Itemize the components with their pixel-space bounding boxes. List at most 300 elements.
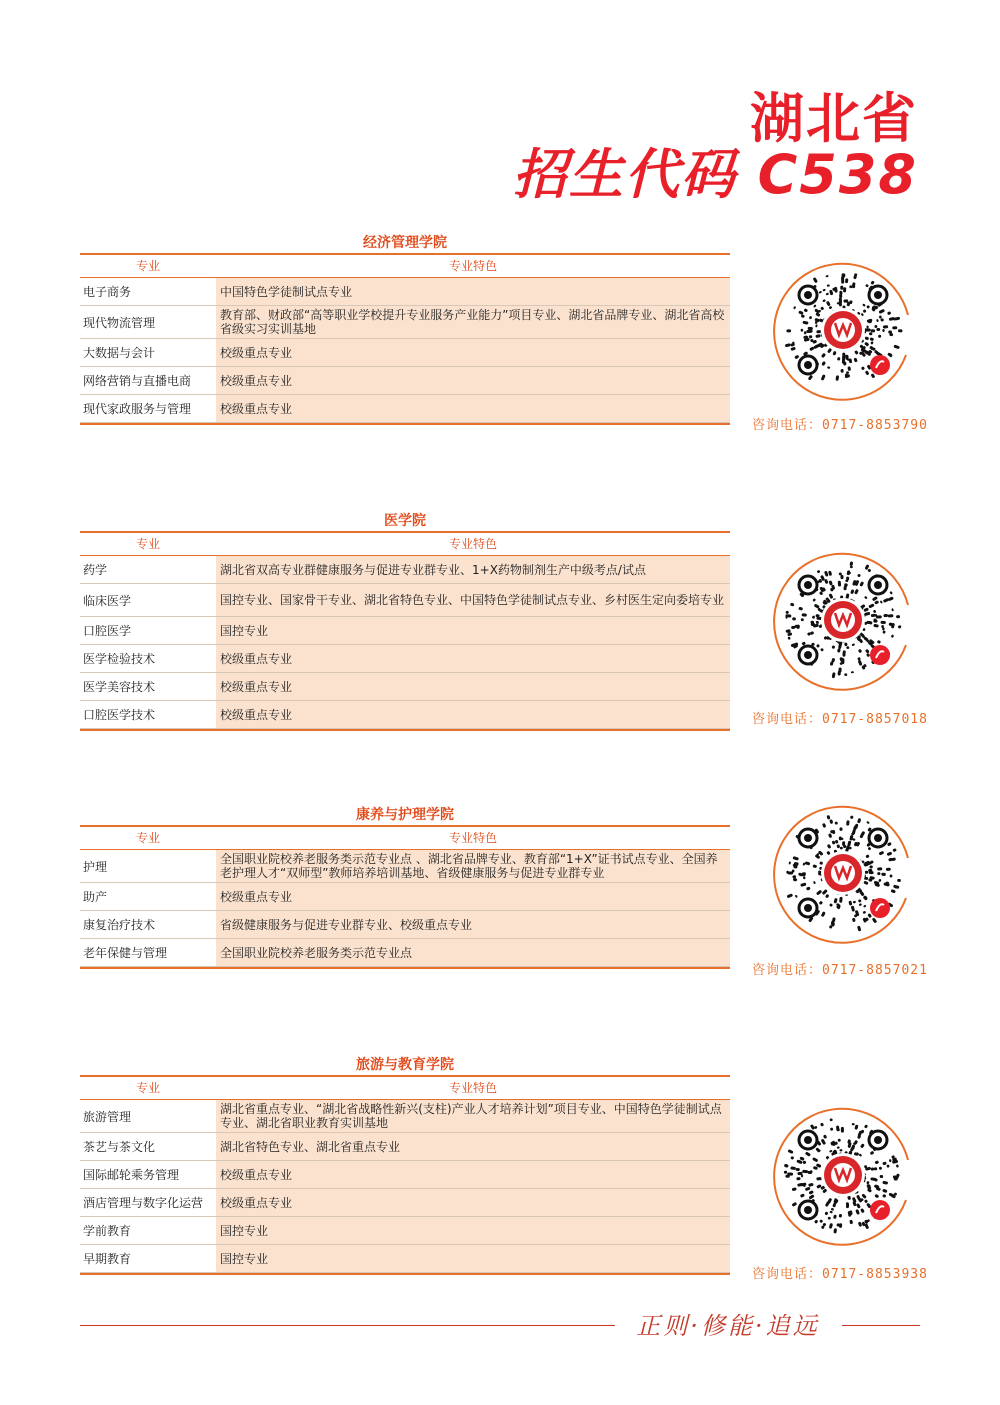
qr-finder-dot (804, 1136, 812, 1144)
feature-cell: 国控专业 (216, 1245, 730, 1272)
table-header (80, 255, 730, 278)
qr-module (829, 306, 833, 310)
qr-module (826, 301, 831, 307)
header-feature: 专业特色 (448, 1081, 497, 1095)
qr-module (816, 890, 822, 896)
qr-module (845, 278, 848, 283)
section-title: 经济管理学院 (363, 235, 447, 251)
table-row (80, 367, 730, 395)
qr-module (870, 373, 875, 378)
qr-module (784, 1171, 787, 1174)
table-row (80, 645, 730, 673)
qr-module (786, 329, 791, 332)
qr-module (870, 341, 874, 345)
qr-module (832, 351, 836, 356)
qr-module (876, 328, 880, 331)
qr-module (787, 1172, 793, 1175)
qr-module (897, 879, 901, 882)
qr-module (867, 913, 872, 918)
qr-module (861, 366, 865, 370)
qr-module (883, 614, 888, 617)
qr-module (795, 895, 798, 899)
mini-program-icon (870, 355, 890, 375)
qr-module (847, 366, 851, 371)
major-cell: 现代家政服务与管理 (80, 395, 216, 422)
qr-module (882, 1161, 887, 1165)
qr-module (882, 1194, 886, 1198)
qr-module (850, 566, 853, 569)
qr-module (837, 357, 840, 361)
footer-divider-right (842, 1325, 920, 1326)
qr-module (812, 598, 816, 602)
qr-module (791, 1202, 797, 1207)
table-header (80, 1077, 730, 1100)
qr-module (862, 309, 866, 313)
qr-module (839, 827, 842, 831)
qr-module (865, 649, 870, 654)
header-feature: 专业特色 (448, 537, 497, 551)
qr-module (837, 844, 841, 848)
qr-module (875, 1160, 880, 1164)
qr-module (863, 904, 867, 907)
table-row (80, 1217, 730, 1245)
major-cell: 茶艺与茶文化 (80, 1133, 216, 1160)
section-medical (80, 511, 730, 731)
qr-finder-dot (874, 581, 882, 589)
qr-module (823, 1134, 827, 1139)
qr-module (861, 1193, 867, 1199)
qr-module (867, 568, 871, 572)
qr-module (833, 1228, 837, 1233)
qr-module (827, 284, 831, 287)
qr-module (785, 343, 791, 347)
qr-module (869, 337, 874, 341)
feature-cell: 校级重点专业 (216, 701, 730, 728)
major-cell: 口腔医学 (80, 617, 216, 644)
qr-module (857, 926, 861, 932)
qr-module (805, 1151, 811, 1156)
qr-module (840, 286, 843, 290)
qr-module (789, 861, 792, 864)
qr-module (846, 646, 849, 649)
qr-module (860, 1143, 865, 1148)
qr-module (896, 615, 900, 618)
qr-module (790, 603, 795, 607)
qr-module (803, 308, 808, 312)
qr-module (792, 617, 796, 620)
qr-module (881, 873, 886, 876)
qr-module (887, 311, 891, 315)
qr-module (790, 1166, 796, 1170)
qr-module (854, 589, 859, 595)
qr-module (835, 821, 838, 824)
major-cell: 旅游管理 (80, 1100, 216, 1132)
qr-module (798, 310, 804, 315)
section-title: 康养与护理学院 (356, 807, 454, 823)
qr-module (843, 287, 846, 292)
qr-module (854, 350, 859, 355)
qr-module (822, 299, 826, 303)
section-title: 旅游与教育学院 (356, 1057, 454, 1073)
enrollment-code-title: 招生代码 C538 (512, 143, 918, 206)
qr-module (820, 648, 824, 652)
qr-module (840, 575, 843, 579)
qr-module (880, 621, 885, 624)
major-cell: 网络营销与直播电商 (80, 367, 216, 394)
qr-module (800, 1193, 805, 1198)
qr-module (891, 608, 894, 611)
qr-module (805, 1187, 811, 1192)
table-row (80, 584, 730, 617)
qr-module (858, 660, 863, 666)
qr-module (866, 653, 870, 658)
qr-module (866, 821, 870, 824)
feature-cell: 全国职业院校养老服务类示范专业点 (216, 939, 730, 966)
qr-module (839, 297, 842, 303)
qr-module (821, 361, 826, 366)
qr-module (831, 645, 835, 649)
qr-module (874, 600, 879, 605)
qr-module (816, 330, 821, 333)
divider (80, 1273, 730, 1275)
major-cell: 护理 (80, 850, 216, 882)
table-row (80, 556, 730, 584)
qr-module (830, 1127, 834, 1131)
qr-module (815, 324, 818, 327)
qr-module (817, 570, 821, 574)
qr-module (808, 327, 813, 330)
qr-module (858, 1221, 862, 1227)
qr-module (898, 329, 903, 332)
major-cell: 老年保健与管理 (80, 939, 216, 966)
qr-module (827, 815, 831, 820)
feature-cell: 湖北省特色专业、湖北省重点专业 (216, 1133, 730, 1160)
qr-module (816, 644, 820, 648)
qr-module (824, 571, 829, 577)
table-row (80, 883, 730, 911)
qr-module (813, 881, 816, 885)
qr-module (815, 1147, 820, 1152)
table-row (80, 1189, 730, 1217)
qr-module (862, 303, 866, 307)
major-cell: 医学检验技术 (80, 645, 216, 672)
mini-program-icon (870, 645, 890, 665)
qr-code[interactable] (768, 798, 918, 948)
qr-module (825, 292, 829, 295)
qr-module (844, 643, 847, 647)
major-cell: 临床医学 (80, 584, 216, 616)
qr-module (834, 287, 838, 293)
qr-module (792, 875, 796, 878)
qr-module (864, 596, 868, 600)
qr-module (854, 1124, 858, 1129)
qr-module (869, 332, 873, 335)
qr-module (898, 625, 902, 628)
feature-cell: 湖北省重点专业、“湖北省战略性新兴(支柱)产业人才培养计划”项目专业、中国特色学徒制试点专业、湖北省职业教育实训基地 (216, 1100, 730, 1132)
qr-module (829, 1150, 833, 1153)
qr-module (801, 618, 804, 621)
qr-module (821, 374, 826, 381)
qr-module (865, 328, 871, 331)
qr-module (863, 895, 868, 900)
qr-module (867, 847, 871, 851)
feature-cell: 省级健康服务与促进专业群专业、校级重点专业 (216, 911, 730, 938)
qr-module (866, 1181, 869, 1185)
feature-cell: 国控专业、国家骨干专业、湖北省特色专业、中国特色学徒制试点专业、乡村医生定向委培专业 (216, 584, 730, 616)
qr-module (882, 329, 884, 332)
major-cell: 医学美容技术 (80, 673, 216, 700)
qr-module (878, 334, 882, 337)
qr-module (819, 1219, 823, 1223)
qr-code-graphic (768, 255, 918, 405)
qr-code[interactable] (768, 545, 918, 695)
feature-cell: 校级重点专业 (216, 395, 730, 422)
qr-module (812, 864, 817, 868)
qr-finder-dot (874, 834, 882, 842)
qr-module (843, 650, 846, 653)
qr-module (838, 671, 841, 676)
qr-module (864, 1124, 868, 1128)
header-feature: 专业特色 (448, 259, 497, 273)
qr-module (892, 848, 896, 852)
qr-module (792, 1187, 797, 1191)
qr-module (877, 867, 882, 870)
qr-module (852, 1123, 855, 1126)
qr-module (842, 356, 845, 362)
qr-module (804, 331, 807, 334)
feature-cell: 校级重点专业 (216, 883, 730, 910)
qr-module (844, 673, 847, 676)
qr-module (821, 911, 826, 917)
qr-module (873, 618, 876, 621)
qr-module (865, 284, 869, 288)
qr-module (839, 291, 842, 295)
major-cell: 国际邮轮乘务管理 (80, 1161, 216, 1188)
mini-program-icon (870, 1200, 890, 1220)
qr-module (828, 571, 832, 577)
qr-module (882, 1181, 888, 1185)
feature-cell: 湖北省双高专业群健康服务与促进专业群专业、1+X药物制剂生产中级考点/试点 (216, 556, 730, 583)
qr-module (877, 640, 881, 644)
qr-module (872, 917, 877, 923)
major-cell: 助产 (80, 883, 216, 910)
qr-module (852, 918, 856, 923)
qr-module (800, 882, 806, 886)
qr-module (808, 1190, 813, 1195)
qr-module (874, 1167, 878, 1171)
qr-module (825, 275, 828, 278)
qr-module (850, 589, 854, 594)
qr-module (851, 671, 854, 673)
qr-module (797, 1172, 802, 1175)
header-major: 专业 (135, 831, 160, 845)
consult-phone: 咨询电话：0717-8853938 (752, 1267, 928, 1282)
qr-module (882, 1189, 888, 1194)
qr-module (829, 1210, 833, 1213)
qr-module (798, 607, 803, 611)
qr-module (822, 288, 826, 291)
qr-module (836, 1126, 840, 1132)
qr-module (861, 313, 864, 317)
qr-module (795, 1168, 800, 1172)
qr-finder-dot (804, 291, 812, 299)
qr-code[interactable] (768, 255, 918, 405)
section-tourism-education (80, 1055, 730, 1275)
qr-module (857, 574, 861, 578)
qr-code[interactable] (768, 1100, 918, 1250)
header-major: 专业 (135, 1081, 160, 1095)
section-nursing (80, 805, 730, 969)
table-header (80, 533, 730, 556)
qr-module (824, 1211, 828, 1215)
qr-module (874, 325, 877, 328)
qr-module (879, 1167, 882, 1170)
qr-module (892, 326, 897, 329)
qr-module (802, 1160, 806, 1164)
province-title: 湖北省 (750, 87, 918, 150)
feature-cell: 国控专业 (216, 617, 730, 644)
qr-module (829, 290, 833, 296)
qr-module (812, 1157, 818, 1162)
qr-module (827, 844, 832, 849)
table-row (80, 306, 730, 339)
qr-module (876, 319, 879, 322)
table-row (80, 673, 730, 701)
qr-module (801, 314, 805, 318)
major-cell: 口腔医学技术 (80, 701, 216, 728)
qr-module (821, 353, 826, 358)
qr-module (858, 1153, 862, 1157)
qr-module (890, 874, 893, 877)
qr-code-graphic (768, 1100, 918, 1250)
qr-module (803, 876, 806, 879)
qr-module (828, 593, 833, 599)
qr-module (886, 1164, 889, 1167)
consult-phone: 咨询电话：0717-8857021 (752, 963, 928, 978)
qr-module (880, 1175, 884, 1178)
qr-module (787, 1149, 793, 1154)
qr-module (825, 894, 830, 899)
qr-finder-dot (874, 291, 882, 299)
qr-module (837, 648, 841, 653)
qr-module (888, 614, 894, 617)
qr-module (862, 911, 866, 915)
qr-module (829, 580, 833, 585)
header-feature: 专业特色 (448, 831, 497, 845)
qr-module (891, 634, 894, 638)
qr-module (832, 672, 836, 678)
qr-module (879, 851, 885, 856)
qr-module (880, 318, 884, 322)
qr-module (829, 1223, 833, 1229)
feature-cell: 校级重点专业 (216, 367, 730, 394)
qr-module (850, 561, 854, 566)
qr-module (829, 903, 833, 907)
qr-module (850, 815, 853, 819)
qr-module (829, 1118, 832, 1121)
table-row (80, 911, 730, 939)
table-header (80, 827, 730, 850)
qr-module (841, 369, 844, 373)
qr-module (853, 901, 857, 904)
qr-module (820, 1122, 824, 1126)
major-cell: 药学 (80, 556, 216, 583)
qr-module (857, 818, 861, 824)
qr-module (840, 847, 843, 850)
qr-module (842, 273, 845, 278)
table-row (80, 1133, 730, 1161)
qr-module (815, 312, 820, 317)
qr-module (845, 374, 848, 379)
table-row (80, 1161, 730, 1189)
qr-module (879, 315, 882, 319)
qr-module (852, 643, 856, 646)
qr-module (821, 1139, 827, 1146)
qr-code-graphic (768, 798, 918, 948)
qr-module (802, 321, 808, 325)
seal-inner (831, 608, 855, 632)
qr-module (839, 1149, 842, 1152)
qr-module (882, 630, 886, 634)
qr-module (878, 879, 881, 882)
qr-module (823, 636, 828, 641)
qr-module (802, 1170, 808, 1174)
qr-module (815, 334, 821, 338)
qr-module (870, 1151, 875, 1156)
major-cell: 电子商务 (80, 278, 216, 305)
qr-module (858, 899, 862, 903)
qr-module (860, 1208, 865, 1213)
feature-cell: 校级重点专业 (216, 1189, 730, 1216)
qr-module (865, 871, 869, 874)
qr-module (889, 1159, 892, 1163)
qr-module (866, 325, 869, 328)
footer-divider-left (80, 1325, 615, 1326)
qr-module (853, 357, 857, 362)
table-row (80, 339, 730, 367)
qr-module (792, 856, 799, 861)
qr-module (813, 1166, 818, 1170)
consult-phone: 咨询电话：0717-8857018 (752, 712, 928, 727)
qr-module (886, 868, 891, 871)
seal-inner (831, 1163, 855, 1187)
qr-module (819, 291, 823, 294)
feature-cell: 校级重点专业 (216, 1161, 730, 1188)
qr-finder-dot (804, 651, 812, 659)
qr-module (838, 1139, 841, 1142)
qr-module (835, 375, 839, 381)
school-motto: 正则·修能·追远 (636, 1312, 820, 1340)
divider (80, 423, 730, 425)
qr-module (889, 591, 893, 595)
major-cell: 大数据与会计 (80, 339, 216, 366)
feature-cell: 全国职业院校养老服务类示范专业点 、湖北省品牌专业、教育部“1+X”证书试点专业、全国养老护理人才“双师型”教师培养培训基地、省级健康服务与促进专业群专业 (216, 850, 730, 882)
qr-module (835, 840, 839, 844)
qr-module (826, 851, 831, 856)
seal-inner (831, 318, 855, 342)
qr-module (838, 643, 842, 649)
qr-module (855, 1209, 860, 1215)
qr-module (807, 330, 811, 333)
qr-module (838, 581, 841, 587)
qr-module (837, 1146, 840, 1149)
qr-module (813, 277, 818, 283)
qr-module (858, 649, 862, 654)
section-title: 医学院 (384, 513, 426, 529)
qr-module (841, 1127, 844, 1133)
qr-module (863, 881, 868, 886)
qr-module (805, 861, 811, 865)
